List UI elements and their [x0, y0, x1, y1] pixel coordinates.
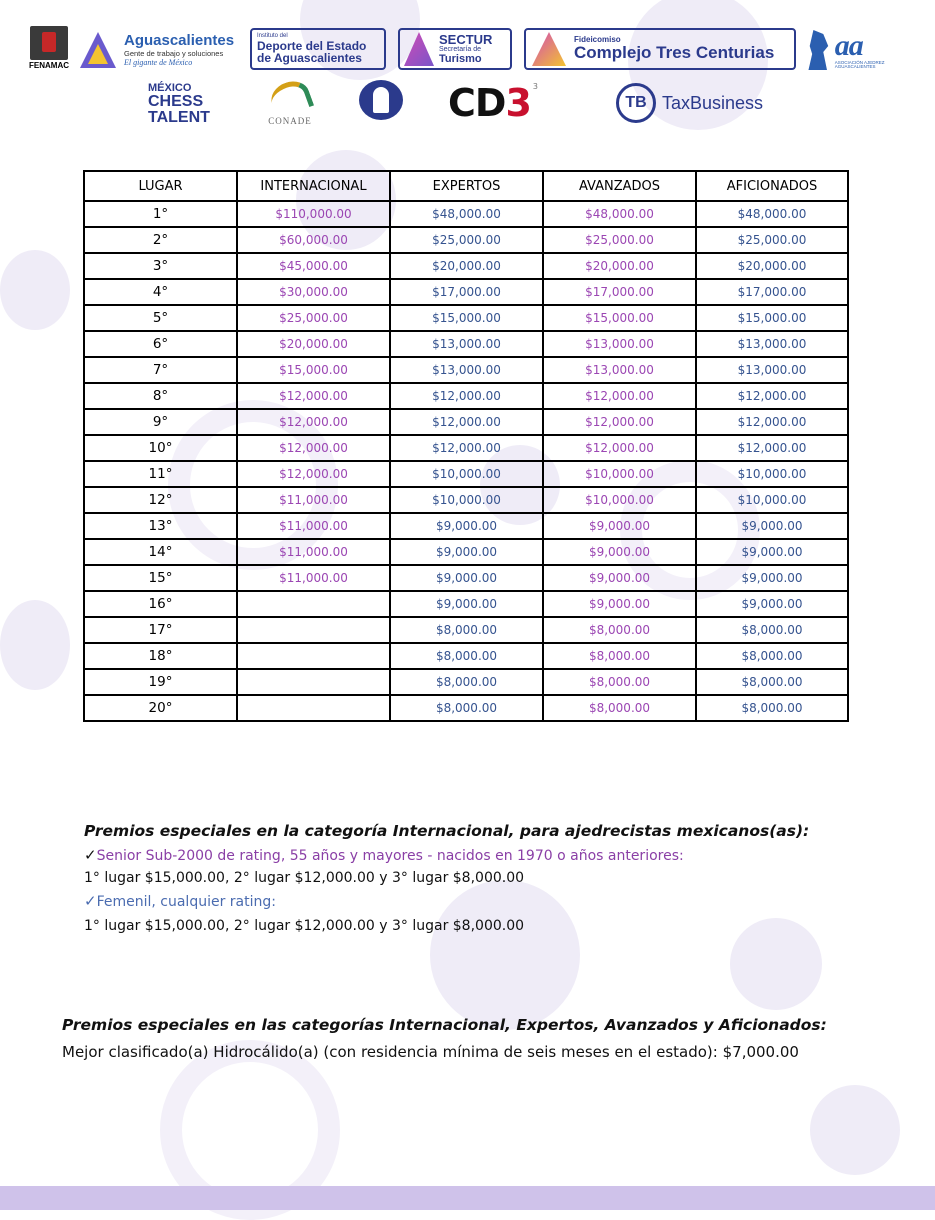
table-row — [84, 279, 848, 305]
table-row — [84, 695, 848, 721]
internacional-cell: $12,000.00 — [237, 383, 390, 409]
table-row — [84, 487, 848, 513]
senior-prize-label — [84, 846, 864, 865]
aficionados-cell: $12,000.00 — [696, 383, 848, 409]
internacional-cell — [237, 669, 390, 695]
cd3-logo-sup: 3 — [532, 82, 538, 91]
expertos-cell: $8,000.00 — [390, 669, 543, 695]
column-header-internacional: INTERNACIONAL — [237, 171, 390, 201]
senior-prize-label-text: Senior Sub-2000 de rating, 55 años y mayores - nacidos en 1970 o años anteriores: — [96, 848, 684, 864]
internacional-cell — [237, 695, 390, 721]
expertos-cell: $10,000.00 — [390, 461, 543, 487]
senior-prize-amounts: 1° lugar $15,000.00, 2° lugar $12,000.00 y 3° lugar $8,000.00 — [84, 869, 525, 886]
column-header-avanzados: AVANZADOS — [543, 171, 696, 201]
avanzados-cell: $13,000.00 — [543, 357, 696, 383]
aficionados-cell: $13,000.00 — [696, 357, 848, 383]
mexico-chess-line2: CHESS — [148, 92, 204, 110]
table-row — [84, 435, 848, 461]
avanzados-cell: $8,000.00 — [543, 617, 696, 643]
conade-logo-text: CONADE — [268, 116, 312, 126]
footer-band — [0, 1186, 935, 1210]
deporte-logo-line1: Deporte del Estado — [257, 38, 367, 53]
place-cell: 2° — [84, 227, 237, 253]
aficionados-cell: $12,000.00 — [696, 409, 848, 435]
fenamac-logo — [27, 26, 71, 72]
avanzados-cell: $9,000.00 — [543, 591, 696, 617]
cd3-logo-part2: 3 — [505, 81, 531, 125]
avanzados-cell: $8,000.00 — [543, 695, 696, 721]
aficionados-cell: $8,000.00 — [696, 643, 848, 669]
taxbusiness-mark-icon: TB — [616, 83, 656, 123]
internacional-cell: $60,000.00 — [237, 227, 390, 253]
place-cell: 9° — [84, 409, 237, 435]
fide-logo — [350, 80, 412, 126]
place-cell: 20° — [84, 695, 237, 721]
internacional-cell: $45,000.00 — [237, 253, 390, 279]
aficionados-cell: $48,000.00 — [696, 201, 848, 227]
deporte-logo-small: Instituto del — [257, 33, 288, 40]
table-row — [84, 331, 848, 357]
cd3-logo-part1: CD — [448, 81, 506, 125]
place-cell: 1° — [84, 201, 237, 227]
checkmark-icon: ✓ — [84, 891, 97, 910]
internacional-cell — [237, 643, 390, 669]
table-row — [84, 565, 848, 591]
aficionados-cell: $8,000.00 — [696, 669, 848, 695]
tres-centurias-logo — [524, 28, 796, 70]
aguascalientes-subtitle: Gente de trabajo y soluciones — [124, 48, 224, 58]
place-cell: 8° — [84, 383, 237, 409]
internacional-cell: $12,000.00 — [237, 435, 390, 461]
table-row — [84, 357, 848, 383]
aguascalientes-tagline: El gigante de México — [124, 58, 193, 68]
prize-table — [83, 170, 849, 722]
expertos-cell: $8,000.00 — [390, 695, 543, 721]
aficionados-cell: $20,000.00 — [696, 253, 848, 279]
column-header-lugar: LUGAR — [84, 171, 237, 201]
aficionados-cell: $17,000.00 — [696, 279, 848, 305]
internacional-cell: $12,000.00 — [237, 409, 390, 435]
aficionados-cell: $10,000.00 — [696, 461, 848, 487]
place-cell: 12° — [84, 487, 237, 513]
table-row — [84, 513, 848, 539]
expertos-cell: $9,000.00 — [390, 539, 543, 565]
table-row — [84, 227, 848, 253]
tres-centurias-big: Complejo Tres Centurias — [574, 43, 775, 63]
expertos-cell: $9,000.00 — [390, 513, 543, 539]
table-row — [84, 617, 848, 643]
internacional-cell — [237, 591, 390, 617]
expertos-cell: $12,000.00 — [390, 435, 543, 461]
place-cell: 10° — [84, 435, 237, 461]
fenamac-logo-text: FENAMAC — [29, 61, 69, 70]
background-circle — [0, 600, 70, 690]
internacional-cell: $11,000.00 — [237, 539, 390, 565]
table-row — [84, 201, 848, 227]
mexico-chess-line3: TALENT — [148, 108, 210, 126]
avanzados-cell: $8,000.00 — [543, 669, 696, 695]
expertos-cell: $48,000.00 — [390, 201, 543, 227]
mexico-chess-talent-logo — [148, 82, 230, 126]
expertos-cell: $12,000.00 — [390, 409, 543, 435]
avanzados-cell: $12,000.00 — [543, 409, 696, 435]
table-row — [84, 409, 848, 435]
expertos-cell: $13,000.00 — [390, 357, 543, 383]
table-row — [84, 643, 848, 669]
table-row — [84, 539, 848, 565]
table-row — [84, 383, 848, 409]
special-international-heading: Premios especiales en la categoría Internacional, para ajedrecistas mexicanos(as): — [84, 822, 810, 840]
sectur-title: SECTUR — [439, 31, 493, 47]
expertos-cell: $25,000.00 — [390, 227, 543, 253]
tres-centurias-small: Fideicomiso — [574, 34, 621, 44]
taxbusiness-word: TaxBusiness — [662, 92, 764, 113]
expertos-cell: $10,000.00 — [390, 487, 543, 513]
avanzados-cell: $8,000.00 — [543, 643, 696, 669]
place-cell: 4° — [84, 279, 237, 305]
expertos-cell: $12,000.00 — [390, 383, 543, 409]
place-cell: 18° — [84, 643, 237, 669]
internacional-cell: $11,000.00 — [237, 565, 390, 591]
internacional-cell: $20,000.00 — [237, 331, 390, 357]
prize-table-header-row — [84, 171, 848, 201]
chess-knight-icon — [806, 30, 831, 70]
place-cell: 15° — [84, 565, 237, 591]
special-all-text: Mejor clasificado(a) Hidrocálido(a) (con residencia mínima de seis meses en el estado): $7,000.00 — [62, 1043, 799, 1061]
aficionados-cell: $9,000.00 — [696, 539, 848, 565]
place-cell: 6° — [84, 331, 237, 357]
sectur-logo — [398, 28, 512, 70]
place-cell: 3° — [84, 253, 237, 279]
expertos-cell: $9,000.00 — [390, 591, 543, 617]
column-header-expertos: EXPERTOS — [390, 171, 543, 201]
avanzados-cell: $12,000.00 — [543, 383, 696, 409]
background-circle — [810, 1085, 900, 1175]
aficionados-cell: $25,000.00 — [696, 227, 848, 253]
avanzados-cell: $12,000.00 — [543, 435, 696, 461]
expertos-cell: $20,000.00 — [390, 253, 543, 279]
aficionados-cell: $10,000.00 — [696, 487, 848, 513]
sectur-sub: Secretaría de — [439, 46, 482, 54]
avanzados-cell: $25,000.00 — [543, 227, 696, 253]
avanzados-cell: $48,000.00 — [543, 201, 696, 227]
expertos-cell: $9,000.00 — [390, 565, 543, 591]
sectur-a-icon — [404, 32, 434, 66]
mexico-chess-line1: MÉXICO — [148, 81, 192, 94]
avanzados-cell: $9,000.00 — [543, 539, 696, 565]
place-cell: 13° — [84, 513, 237, 539]
avanzados-cell: $10,000.00 — [543, 461, 696, 487]
aficionados-cell: $9,000.00 — [696, 565, 848, 591]
avanzados-cell: $17,000.00 — [543, 279, 696, 305]
internacional-cell: $15,000.00 — [237, 357, 390, 383]
column-header-aficionados: AFICIONADOS — [696, 171, 848, 201]
place-cell: 5° — [84, 305, 237, 331]
place-cell: 16° — [84, 591, 237, 617]
aficionados-cell: $15,000.00 — [696, 305, 848, 331]
table-row — [84, 305, 848, 331]
place-cell: 11° — [84, 461, 237, 487]
place-cell: 19° — [84, 669, 237, 695]
internacional-cell: $25,000.00 — [237, 305, 390, 331]
conade-logo — [262, 80, 318, 126]
instituto-deporte-logo — [250, 28, 386, 70]
aa-logo-letters: aa — [834, 28, 863, 62]
internacional-cell: $110,000.00 — [237, 201, 390, 227]
checkmark-icon: ✓ — [84, 846, 97, 864]
internacional-cell: $12,000.00 — [237, 461, 390, 487]
cd3-logo — [448, 80, 584, 126]
table-row — [84, 591, 848, 617]
femenil-prize-label-text: Femenil, cualquier rating: — [96, 893, 276, 910]
table-row — [84, 253, 848, 279]
aguascalientes-title: Aguascalientes — [124, 31, 235, 49]
deporte-logo-line2: de Aguascalientes — [257, 51, 362, 66]
taxbusiness-logo — [616, 82, 796, 124]
aficionados-cell: $9,000.00 — [696, 591, 848, 617]
internacional-cell: $11,000.00 — [237, 487, 390, 513]
place-cell: 17° — [84, 617, 237, 643]
expertos-cell: $8,000.00 — [390, 617, 543, 643]
aficionados-cell: $8,000.00 — [696, 695, 848, 721]
expertos-cell: $8,000.00 — [390, 643, 543, 669]
femenil-prize-amounts: 1° lugar $15,000.00, 2° lugar $12,000.00 y 3° lugar $8,000.00 — [84, 918, 525, 935]
place-cell: 7° — [84, 357, 237, 383]
avanzados-cell: $13,000.00 — [543, 331, 696, 357]
expertos-cell: $13,000.00 — [390, 331, 543, 357]
special-international-section — [84, 822, 864, 935]
internacional-cell: $30,000.00 — [237, 279, 390, 305]
femenil-prize-label — [84, 892, 864, 911]
avanzados-cell: $9,000.00 — [543, 565, 696, 591]
fenamac-emblem-icon — [30, 26, 68, 60]
table-row — [84, 461, 848, 487]
place-cell: 14° — [84, 539, 237, 565]
aficionados-cell: $9,000.00 — [696, 513, 848, 539]
aa-logo-small: ASOCIACIÓN AJEDREZ AGUASCALIENTES — [834, 59, 885, 69]
avanzados-cell: $20,000.00 — [543, 253, 696, 279]
aficionados-cell: $12,000.00 — [696, 435, 848, 461]
aguascalientes-logo — [78, 28, 244, 72]
avanzados-cell: $10,000.00 — [543, 487, 696, 513]
special-all-categories-section — [62, 1016, 852, 1066]
aficionados-cell: $13,000.00 — [696, 331, 848, 357]
expertos-cell: $15,000.00 — [390, 305, 543, 331]
sectur-sub2: Turismo — [439, 52, 482, 65]
table-row — [84, 669, 848, 695]
special-all-heading: Premios especiales en las categorías Internacional, Expertos, Avanzados y Aficionados: — [62, 1016, 827, 1034]
fide-pawn-icon — [359, 80, 403, 120]
avanzados-cell: $15,000.00 — [543, 305, 696, 331]
aficionados-cell: $8,000.00 — [696, 617, 848, 643]
avanzados-cell: $9,000.00 — [543, 513, 696, 539]
background-circle — [0, 250, 70, 330]
asociacion-ajedrez-logo — [806, 28, 910, 72]
runner-icon — [266, 76, 313, 118]
internacional-cell: $11,000.00 — [237, 513, 390, 539]
aguascalientes-a-icon — [78, 30, 118, 70]
expertos-cell: $17,000.00 — [390, 279, 543, 305]
internacional-cell — [237, 617, 390, 643]
tres-centurias-a-icon — [532, 32, 566, 66]
